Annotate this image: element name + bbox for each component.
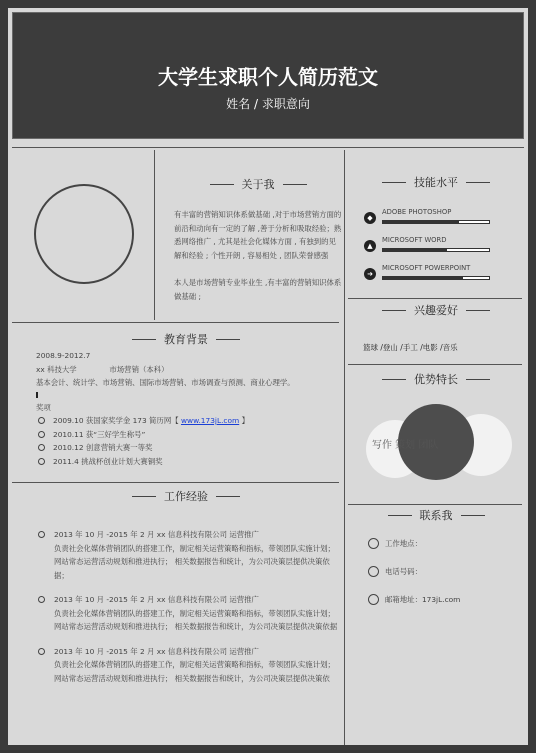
work-item [36, 593, 342, 634]
resume-subtitle: 姓名 / 求职意向 [226, 97, 310, 111]
education-school-line [36, 363, 336, 377]
hobbies-divider [348, 364, 522, 365]
award-link[interactable]: www.173jL.com [180, 416, 240, 425]
circle-icon [368, 566, 379, 577]
bullet-icon [38, 531, 45, 538]
circle-icon [368, 538, 379, 549]
work-item [36, 528, 342, 582]
photo-divider [154, 150, 155, 320]
work-head: 2013 年 10 月 -2015 年 2 月 xx 信息科技有限公司 运营推广 [54, 530, 259, 539]
skills-title: 技能水平 [352, 174, 520, 190]
work-body: 负责社会化媒体营销团队的搭建工作，制定相关运营策略和指标，带领团队实施计划； 网站常态运营活动规划和推进执行； 相关数据报告和统计，为公司决策层提供决策依据； [54, 543, 335, 580]
contact-item [368, 566, 508, 577]
award-text: 2010.12 创意营销大赛一等奖 [53, 443, 153, 452]
circle-icon [368, 594, 379, 605]
about-title: 关于我 [174, 176, 342, 192]
skill-bar [382, 276, 490, 280]
education-title: 教育背景 [36, 331, 336, 347]
skill-bar [382, 248, 490, 252]
triangle-icon: ▲ [364, 240, 376, 252]
award-item [36, 414, 336, 428]
education-courses: 基本会计、统计学、市场营销、国际市场营销、市场调查与预测、商业心理学。 [36, 378, 295, 387]
bullet-icon [38, 458, 45, 465]
award-text: 2011.4 挑战杯创业计划大赛铜奖 [53, 456, 163, 466]
hobbies-text: 篮球 /登山 /手工 /电影 /音乐 [363, 343, 458, 352]
bullet-icon [38, 648, 45, 655]
about-text [174, 208, 342, 303]
award-suffix: 】 [241, 416, 249, 425]
work-head: 2013 年 10 月 -2015 年 2 月 xx 信息科技有限公司 运营推广 [54, 595, 259, 604]
award-item [36, 441, 336, 455]
contact-text: 电话号码： [385, 567, 422, 576]
resume-title: 大学生求职个人简历范文 [158, 65, 378, 89]
bullet-icon [38, 596, 45, 603]
work-divider [12, 482, 339, 483]
bullet-icon [38, 444, 45, 451]
about-paragraph-2: 本人是市场营销专业毕业生 ,有丰富的营销知识体系做基础 ; [174, 278, 342, 301]
skill-name: MICROSOFT WORD [382, 236, 447, 244]
skill-name: ADOBE PHOTOSHOP [382, 208, 452, 216]
hobbies-title: 兴趣爱好 [352, 302, 520, 318]
contact-text: 邮箱地址：173jL.com [385, 595, 461, 604]
education-period: 2008.9-2012.7 [36, 351, 91, 360]
strengths-title: 优势特长 [352, 371, 520, 387]
award-text: 2010.11 获“三好学生称号” [53, 429, 146, 439]
education-section [36, 349, 336, 468]
work-item [36, 645, 342, 686]
about-paragraph-1: 有丰富的营销知识体系做基础 ,对于市场营销方面的前沿和动向有一定的了解 ,善于分析和吸取经验；熟悉网络推广 , 尤其是社会化媒体方面 , 有独到的见解和经验 ; 个性开朗 , 容易相处 , 团队荣誉感强 [174, 210, 342, 260]
text-cursor [36, 392, 38, 398]
work-body: 负责社会化媒体营销团队的搭建工作，制定相关运营策略和指标，带领团队实施计划； 网站常态运营活动规划和推进执行； 相关数据报告和统计，为公司决策层提供决策依据 [54, 608, 338, 631]
work-section [36, 528, 342, 696]
education-school: xx 科技大学 [36, 364, 77, 374]
contact-text: 工作地点： [385, 539, 422, 548]
contact-title: 联系我 [352, 507, 520, 523]
award-item [36, 428, 336, 442]
strengths-venn [364, 404, 514, 494]
work-body: 负责社会化媒体营销团队的搭建工作，制定相关运营策略和指标，带领团队实施计划；网站常态运营活动规划和推进执行； 相关数据报告和统计，为公司决策层提供决策依 [54, 660, 335, 683]
resume-page [8, 8, 528, 745]
awards-label: 奖项 [36, 402, 51, 412]
strengths-divider [348, 504, 522, 505]
top-divider [12, 147, 524, 148]
strengths-label: 写作 策划 团队 [372, 440, 439, 451]
award-item [36, 455, 336, 469]
bullet-icon [38, 431, 45, 438]
contact-item [368, 594, 508, 605]
avatar [34, 184, 134, 284]
work-head: 2013 年 10 月 -2015 年 2 月 xx 信息科技有限公司 运营推广 [54, 646, 259, 656]
column-divider [344, 150, 345, 745]
skill-bar [382, 220, 490, 224]
edu-divider [12, 322, 339, 323]
bullet-icon [38, 417, 45, 424]
work-title: 工作经验 [36, 488, 336, 504]
resume-header [12, 12, 524, 139]
arrow-right-icon: ➜ [364, 268, 376, 280]
skills-divider [348, 298, 522, 299]
skill-name: MICROSOFT POWERPOINT [382, 264, 471, 272]
award-text: 2009.10 获国家奖学金 173 简历网【 [53, 416, 179, 425]
diamond-icon: ◆ [364, 212, 376, 224]
contact-item [368, 538, 508, 549]
education-major: 市场营销（本科） [109, 364, 169, 374]
